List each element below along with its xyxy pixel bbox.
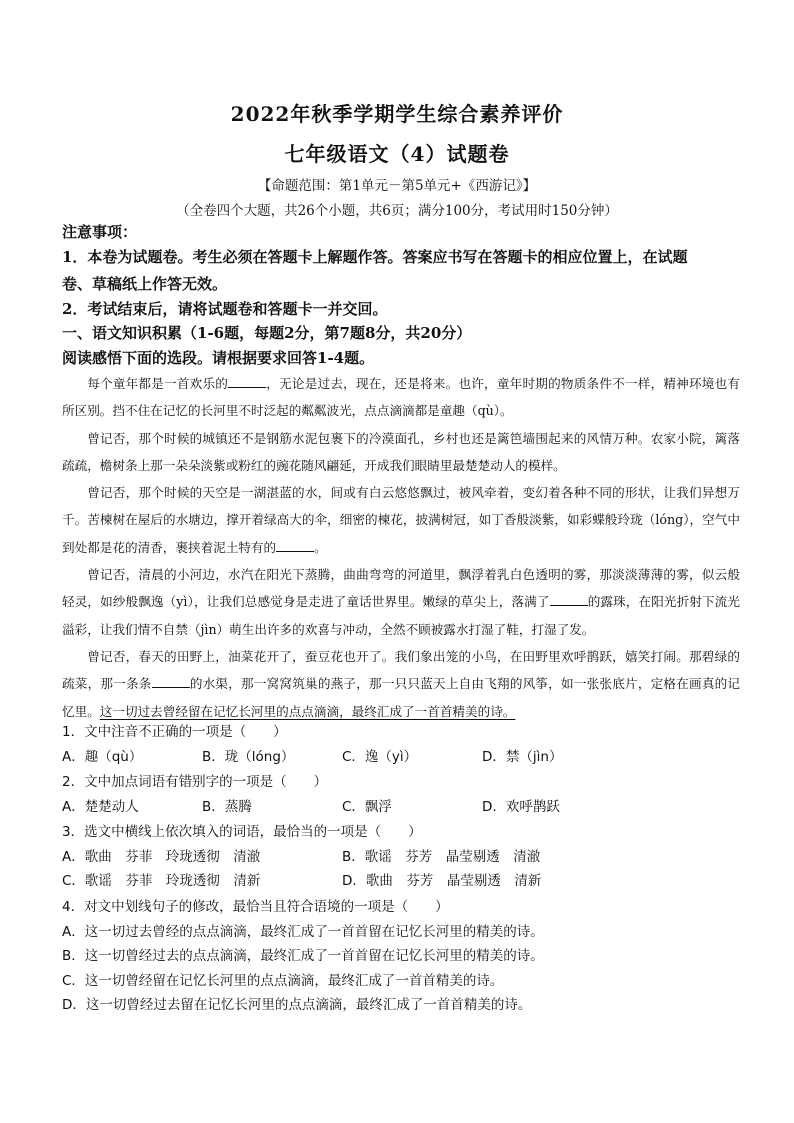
option-c: C．逸（yì） xyxy=(342,748,418,765)
passage-paragraph: 每个童年都是一首欢乐的 ，无论是过去，现在，还是将来。也许，童年时期的物质条件不一样，精神环境也有所区别。挡不住在记忆的长河里不时泛起的粼粼波光，点点滴滴都是童趣（qù）。 xyxy=(62,376,741,419)
exam-scope: 【命题范围：第1单元－第5单元+《西游记》】 xyxy=(257,178,537,194)
option-b: B．蒸腾 xyxy=(202,798,252,815)
question-options xyxy=(62,869,752,894)
option-c: C．歌谣 芬菲 玲珑透彻 清新 xyxy=(62,873,261,889)
note-item-2: 2．考试结束后，请将试题卷和答题卡一并交回。 xyxy=(62,300,388,318)
underlined-sentence: 这一切过去曾经留在记忆长河里的点点滴滴，最终汇成了一首首精美的诗。 xyxy=(99,703,516,719)
question-stem: 3．选文中横线上依次填入的词语，最恰当的一项是（ ） xyxy=(62,824,422,840)
passage-paragraph: 曾记否，那个时候的城镇还不是钢筋水泥包裹下的冷漠面孔，乡村也还是篱笆墙围起来的风情万种。农家小院，篱落疏疏，檐树条上那一朵朵淡紫或粉红的豌花随风翩延，开成我们眼睛里最楚楚动人的模样。 xyxy=(62,430,740,473)
note-item-1 xyxy=(62,244,742,298)
note-item-1-line1: 1．本卷为试题卷。考生必须在答题卡上解题作答。答案应书写在答题卡的相应位置上，在试题 xyxy=(62,248,688,266)
question-stem: 1．文中注音不正确的一项是（ ） xyxy=(62,724,287,740)
question-2 xyxy=(62,770,752,819)
note-item-1-line2: 卷、草稿纸上作答无效。 xyxy=(62,275,228,293)
question-options xyxy=(62,795,752,820)
fill-blank xyxy=(152,675,190,688)
fill-blank xyxy=(228,375,266,388)
question-3 xyxy=(62,820,752,894)
option-b: B．珑（lóng） xyxy=(202,748,295,765)
section-1-instruction: 阅读感悟下面的选段。请根据要求回答1-4题。 xyxy=(62,349,375,367)
fill-blank xyxy=(550,593,588,606)
option-d: D．歌曲 芬芳 晶莹剔透 清新 xyxy=(342,873,542,889)
question-stem: 2．文中加点词语有错别字的一项是（ ） xyxy=(62,774,328,790)
option-b: B．歌谣 芬芳 晶莹剔透 清澈 xyxy=(342,848,541,865)
option-a: A．歌曲 芬菲 玲珑透彻 清澈 xyxy=(62,848,261,865)
option-a: A．这一切过去曾经的点点滴滴，最终汇成了一首首留在记忆长河里的精美的诗。 xyxy=(62,923,544,940)
question-stem: 4．对文中划线句子的修改，最恰当且符合语境的一项是（ ） xyxy=(62,899,449,915)
question-4 xyxy=(62,895,752,1018)
option-d: D．欢呼鹊跃 xyxy=(482,798,560,815)
exam-info: （全卷四个大题，共26个小题，共6页；满分100分，考试用时150分钟） xyxy=(176,203,618,219)
fill-blank xyxy=(276,539,314,552)
option-c: C．这一切曾经留在记忆长河里的点点滴滴，最终汇成了一首首精美的诗。 xyxy=(62,972,504,989)
reading-passage xyxy=(62,370,740,725)
option-a: A．楚楚动人 xyxy=(62,798,139,815)
option-d: D．禁（jìn） xyxy=(482,748,563,765)
passage-paragraph: 曾记否，清晨的小河边，水汽在阳光下蒸腾，曲曲弯弯的河道里，飘浮着乳白色透明的雾，那淡淡薄薄的雾，似云般轻灵，如纱般飘逸（yì），让我们总感觉身是走进了童话世界里。嫩绿的草尖上，落满了 的露珠，在阳光折射下流光溢彩，让我们情不自禁（jìn）萌生出许多的欢喜与冲动，全然不顾被露水打湿了鞋，打湿了发。 xyxy=(62,567,741,637)
passage-paragraph: 曾记否，春天的田野上，油菜花开了，蚕豆花也开了。我们象出笼的小鸟，在田野里欢呼鹊跃，嬉笑打闹。那碧绿的疏菜，那一条条 的水渠，那一窝窝筑巢的燕子，那一只只蓝天上自由飞翔的风筝，如一张张底片，定格在画真的记忆里。这一切过去曾经留在记忆长河里的点点滴滴，最终汇成了一首首精美的诗。 xyxy=(62,648,741,719)
passage-paragraph: 曾记否，那个时候的天空是一湖湛蓝的水，间或有白云悠悠飘过，被风牵着，变幻着各种不同的形状，让我们异想万千。苦楝树在屋后的水塘边，撑开着绿高大的伞，细密的楝花，披满树冠，如丁香般淡紫，如彩蝶般玲珑（lóng），空气中到处都是花的清香，裹挟着泥土特有的 。 xyxy=(62,485,740,555)
question-options xyxy=(62,745,752,770)
section-1-heading: 一、语文知识积累（1-6题，每题2分，第7题8分，共20分） xyxy=(62,324,472,342)
question-1 xyxy=(62,720,752,769)
option-b: B．这一切曾经过去的点点滴滴，最终汇成了一首首留在记忆长河里的精美的诗。 xyxy=(62,948,544,964)
notes-heading: 注意事项： xyxy=(62,223,138,241)
option-a: A．趣（qù） xyxy=(62,748,143,765)
option-d: D．这一切曾经过去留在记忆长河里的点点滴滴，最终汇成了一首首精美的诗。 xyxy=(62,997,532,1013)
exam-subtitle: 七年级语文（4）试题卷 xyxy=(284,142,510,166)
question-options xyxy=(62,845,752,870)
option-c: C．飘浮 xyxy=(342,798,392,815)
exam-title: 2022年秋季学期学生综合素养评价 xyxy=(230,102,564,126)
